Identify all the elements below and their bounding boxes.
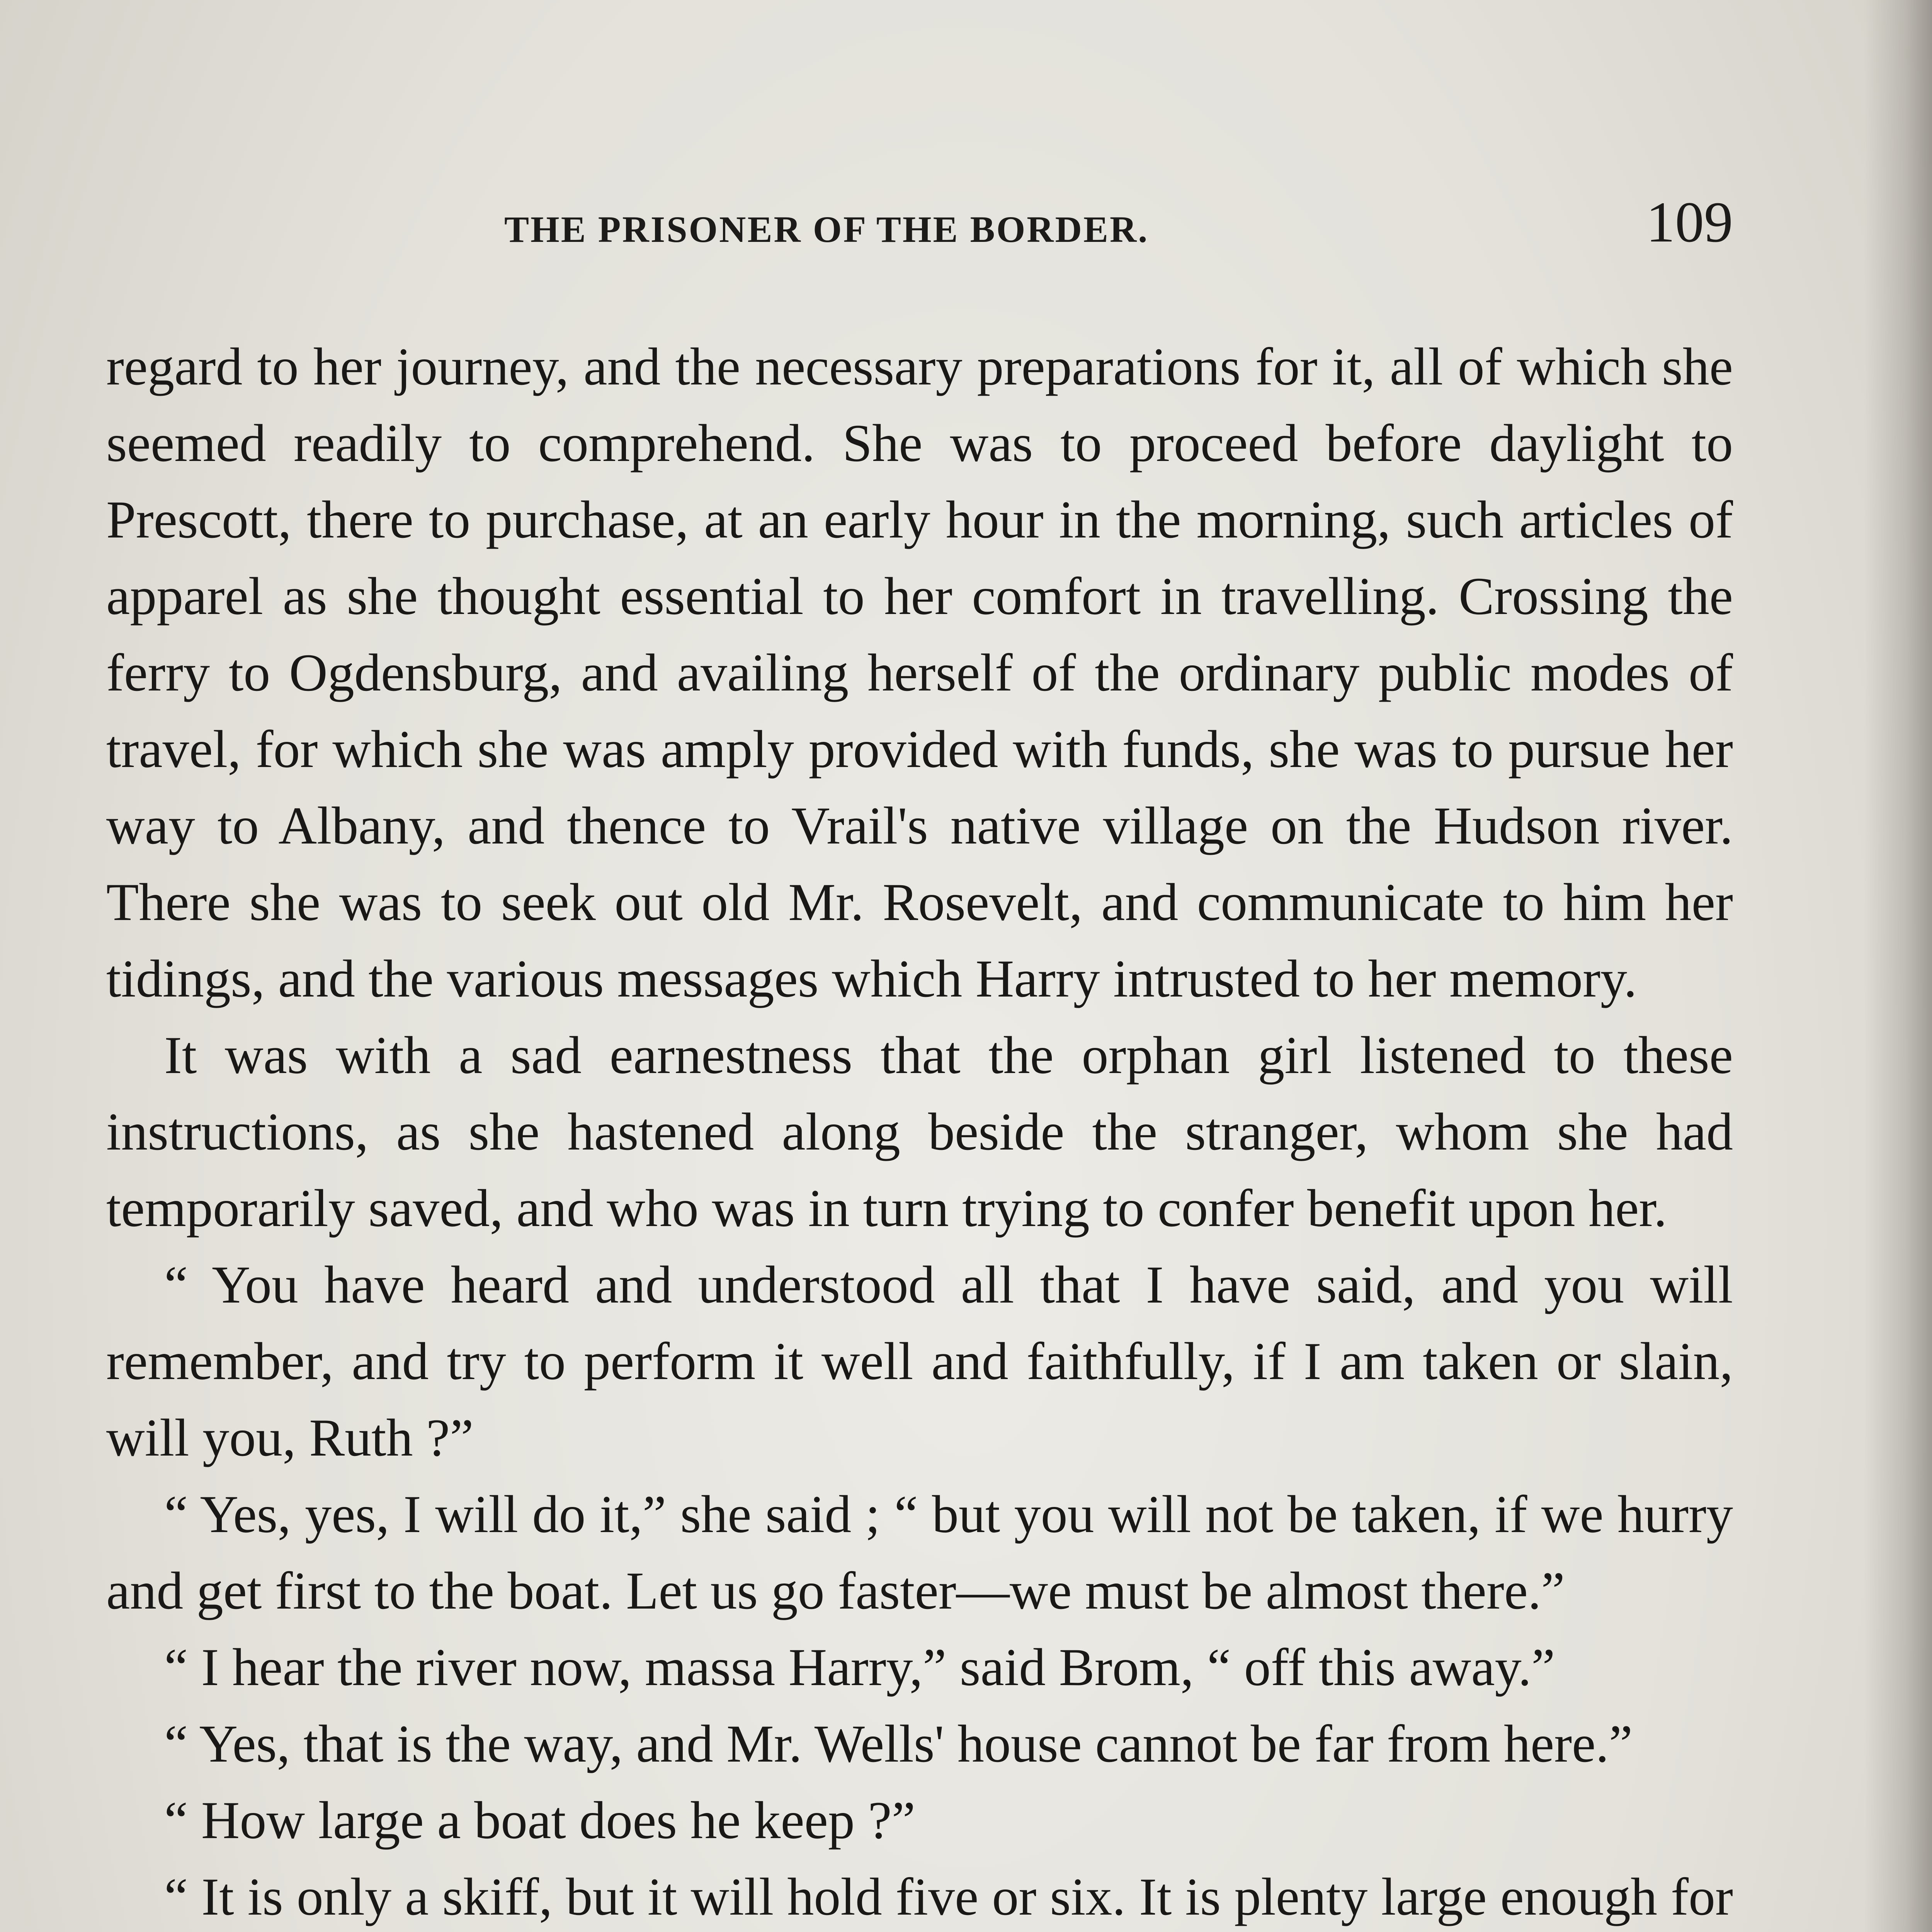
paragraph: “ How large a boat does he keep ?” xyxy=(164,1791,915,1850)
running-head: THE PRISONER OF THE BORDER. xyxy=(504,209,1149,250)
page-number: 109 xyxy=(1646,190,1733,254)
paragraph: It was with a sad earnestness that the orphan girl listened to these instructions, as she hastened along beside the stranger, whom she had temporarily saved, and who was in turn trying to confer benefit upon her. xyxy=(106,1026,1733,1238)
paragraph: “ Yes, that is the way, and Mr. Wells' house cannot be far from here.” xyxy=(164,1714,1633,1773)
paragraph: “ It is only a skiff, but it will hold five or six. It is plenty large enough for xyxy=(164,1867,1733,1926)
paragraph: regard to her journey, and the necessary preparations for it, all of which she seemed readily to comprehend. She was to proceed before daylight to Prescott, there to purchase, at an early hour in the morning, such articles of apparel as she thought essential to her comfort in travelling. Crossing the ferry to Ogdensburg, and availing herself of the ordinary public modes of travel, for which she was amply provided with funds, she was to pursue her way to Albany, and thence to Vrail's native village on the Hudson river. There she was to seek out old Mr. Rosevelt, and communicate to him her tidings, and the various messages which Harry intrusted to her memory. xyxy=(106,337,1733,1008)
paragraph: “ You have heard and understood all that I have said, and you will remember, and try to perform it well and faithfully, if I am taken or slain, will you, Ruth ?” xyxy=(106,1255,1733,1467)
paragraph: “ Yes, yes, I will do it,” she said ; “ but you will not be taken, if we hurry and get first to the boat. Let us go faster—we must be almost there.” xyxy=(106,1485,1733,1620)
page-edge-shadow xyxy=(1864,0,1932,1932)
page-header xyxy=(106,190,1733,263)
body-text xyxy=(106,328,1733,1932)
paragraph: “ I hear the river now, massa Harry,” said Brom, “ off this away.” xyxy=(164,1638,1555,1697)
